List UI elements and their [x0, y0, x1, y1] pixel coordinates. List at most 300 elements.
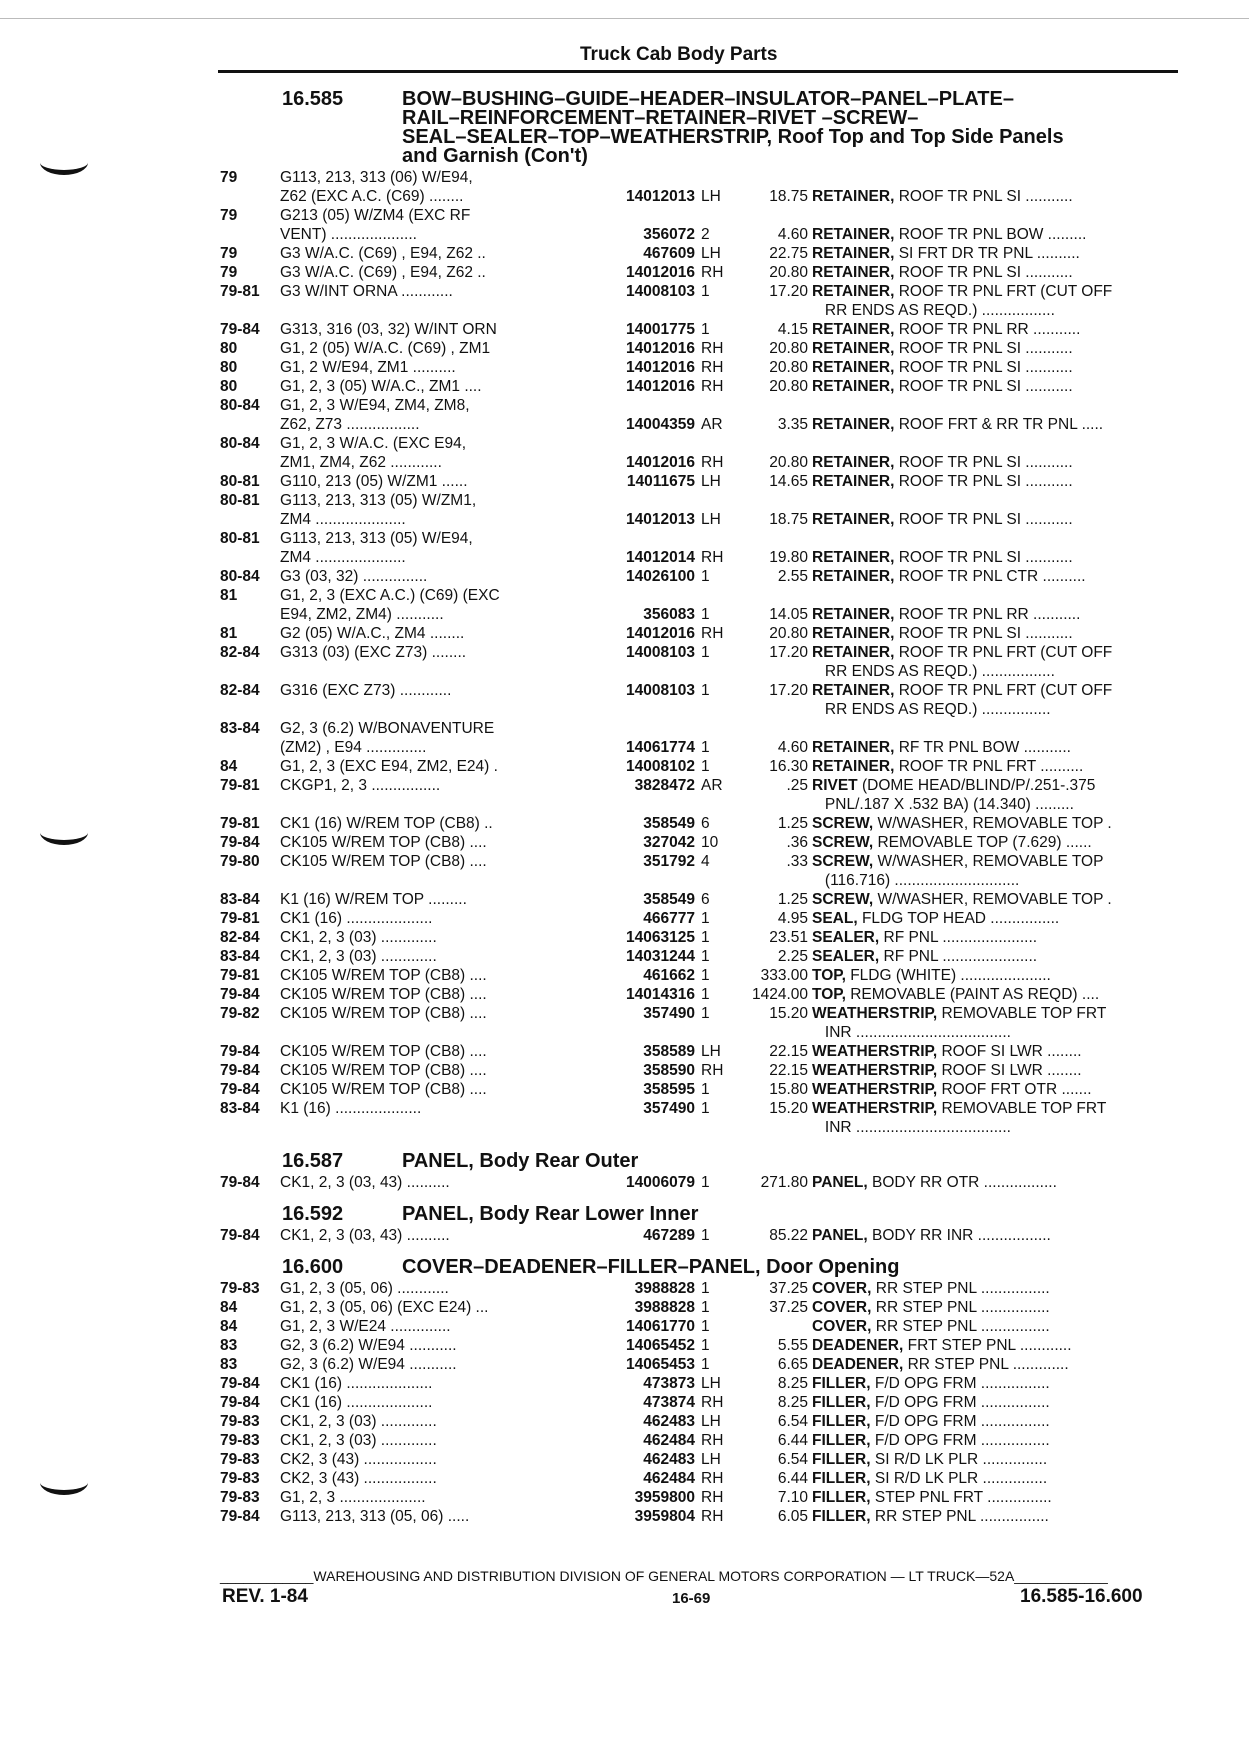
table-row — [220, 1226, 1180, 1245]
part-detail: BODY RR OTR ................. — [867, 1174, 1057, 1191]
application: G3 W/A.C. (C69) , E94, Z62 .. — [280, 264, 486, 281]
application: VENT) .................... — [280, 226, 417, 243]
model-year: 79-83 — [220, 1489, 260, 1506]
part-number: 14012016 — [626, 625, 695, 642]
part-number: 467609 — [643, 245, 695, 262]
part-number: 14001775 — [626, 321, 695, 338]
table-row — [220, 301, 1180, 320]
part-number: 14065452 — [626, 1337, 695, 1354]
model-year: 83 — [220, 1356, 238, 1373]
model-year: 79-81 — [220, 967, 260, 984]
part-detail: ROOF TR PNL RR ........... — [894, 321, 1081, 338]
part-number: 461662 — [643, 967, 695, 984]
quantity: 1 — [701, 739, 710, 756]
quantity: RH — [701, 1394, 724, 1411]
part-noun: RETAINER, — [812, 321, 895, 338]
application: Z62, Z73 ................. — [280, 416, 420, 433]
part-noun: COVER, — [812, 1318, 872, 1335]
application: CK105 W/REM TOP (CB8) .... — [280, 1081, 487, 1098]
part-description — [812, 1412, 1182, 1431]
quantity: RH — [701, 1489, 724, 1506]
quantity: 1 — [701, 910, 710, 927]
table-row — [220, 187, 1180, 206]
table-row — [220, 1061, 1180, 1080]
quantity: 1 — [701, 1005, 710, 1022]
part-description — [812, 776, 1182, 795]
part-detail: (DOME HEAD/BLIND/P/.251-.375 — [857, 777, 1096, 794]
part-description — [812, 377, 1182, 396]
part-noun: RETAINER, — [812, 188, 895, 205]
section-rows — [220, 1173, 1180, 1192]
part-detail: SI R/D LK PLR ............... — [870, 1470, 1048, 1487]
price: 85.22 — [769, 1227, 808, 1244]
part-description — [812, 1355, 1182, 1374]
part-detail: REMOVABLE (PAINT AS REQD) .... — [845, 986, 1100, 1003]
part-detail: REMOVABLE TOP (7.629) ...... — [873, 834, 1092, 851]
application: ZM1, ZM4, Z62 ............ — [280, 454, 442, 471]
part-description — [812, 1226, 1182, 1245]
price: 37.25 — [769, 1280, 808, 1297]
application: G1, 2 W/E94, ZM1 .......... — [280, 359, 456, 376]
part-detail: F/D OPG FRM ................ — [870, 1432, 1050, 1449]
part-noun: SEALER, — [812, 929, 880, 946]
part-description — [812, 358, 1182, 377]
application: K1 (16) .................... — [280, 1100, 422, 1117]
part-description — [812, 1099, 1182, 1118]
table-row — [220, 1279, 1180, 1298]
part-noun: RETAINER, — [812, 682, 895, 699]
model-year: 79-84 — [220, 1394, 260, 1411]
model-year: 80 — [220, 359, 238, 376]
model-year: 79-84 — [220, 1227, 260, 1244]
model-year: 83-84 — [220, 1100, 260, 1117]
price: 1424.00 — [751, 986, 808, 1003]
application: CK1, 2, 3 (03) ............. — [280, 1432, 437, 1449]
part-detail: ROOF TR PNL SI ........... — [894, 264, 1073, 281]
part-detail: ROOF TR PNL CTR .......... — [894, 568, 1086, 585]
part-number: 14061774 — [626, 739, 695, 756]
model-year: 83-84 — [220, 891, 260, 908]
part-detail: SI FRT DR TR PNL .......... — [894, 245, 1080, 262]
part-number: 14012014 — [626, 549, 695, 566]
table-row — [220, 1004, 1180, 1023]
model-year: 79-82 — [220, 1005, 260, 1022]
quantity: RH — [701, 454, 724, 471]
model-year: 79 — [220, 245, 238, 262]
part-detail: RR STEP PNL ................ — [871, 1299, 1050, 1316]
footer-division-line: ____________WAREHOUSING AND DISTRIBUTION DIVISION OF GENERAL MOTORS CORPORATION — LT TRUCK—52A____________ — [220, 1568, 1108, 1584]
part-noun: COVER, — [812, 1299, 872, 1316]
part-number: 327042 — [643, 834, 695, 851]
table-row — [220, 738, 1180, 757]
part-description — [812, 947, 1182, 966]
part-description — [812, 1173, 1182, 1192]
part-number: 14008103 — [626, 682, 695, 699]
price: 23.51 — [769, 929, 808, 946]
part-detail: RF PNL ...................... — [879, 929, 1038, 946]
part-detail: ROOF TR PNL SI ........... — [894, 511, 1073, 528]
price: 1.25 — [777, 815, 808, 832]
price: 20.80 — [769, 264, 808, 281]
table-row — [220, 263, 1180, 282]
price: 6.44 — [777, 1470, 808, 1487]
part-noun: PANEL, — [812, 1174, 868, 1191]
table-row — [220, 529, 1180, 548]
application: G1, 2, 3 W/A.C. (EXC E94, — [280, 435, 467, 452]
part-number: 14063125 — [626, 929, 695, 946]
model-year: 79-84 — [220, 1043, 260, 1060]
model-year: 82-84 — [220, 644, 260, 661]
quantity: LH — [701, 511, 721, 528]
part-noun: FILLER, — [812, 1470, 871, 1487]
binder-hole-mark — [40, 1470, 88, 1495]
part-description — [812, 1317, 1182, 1336]
quantity: LH — [701, 188, 721, 205]
part-number: 358589 — [643, 1043, 695, 1060]
page-header-title: Truck Cab Body Parts — [580, 44, 778, 65]
quantity: RH — [701, 1062, 724, 1079]
part-noun: SEALER, — [812, 948, 880, 965]
application: CK105 W/REM TOP (CB8) .... — [280, 1062, 487, 1079]
part-number: 14012016 — [626, 454, 695, 471]
model-year: 80 — [220, 340, 238, 357]
part-description — [812, 966, 1182, 985]
part-detail: ROOF FRT OTR ....... — [937, 1081, 1092, 1098]
model-year: 83-84 — [220, 948, 260, 965]
part-description — [812, 833, 1182, 852]
table-row — [220, 833, 1180, 852]
part-description — [812, 415, 1182, 434]
table-row — [220, 1393, 1180, 1412]
section-title-line: COVER–DEADENER–FILLER–PANEL, Door Opening — [402, 1256, 900, 1278]
part-noun: RETAINER, — [812, 511, 895, 528]
part-noun: RETAINER, — [812, 359, 895, 376]
price: 6.65 — [777, 1356, 808, 1373]
table-row — [220, 1173, 1180, 1192]
part-description — [812, 225, 1182, 244]
part-description — [812, 1374, 1182, 1393]
model-year: 79 — [220, 169, 238, 186]
application: G2, 3 (6.2) W/BONAVENTURE — [280, 720, 495, 737]
table-row — [220, 852, 1180, 871]
model-year: 79-81 — [220, 815, 260, 832]
price: 1.25 — [777, 891, 808, 908]
price: 4.60 — [777, 739, 808, 756]
price: 22.75 — [769, 245, 808, 262]
price: 8.25 — [777, 1375, 808, 1392]
part-number: 14008103 — [626, 283, 695, 300]
part-description — [812, 605, 1182, 624]
quantity: 1 — [701, 682, 710, 699]
part-number: 14031244 — [626, 948, 695, 965]
price: 17.20 — [769, 682, 808, 699]
table-row — [220, 1042, 1180, 1061]
quantity: 1 — [701, 1299, 710, 1316]
model-year: 80-81 — [220, 492, 260, 509]
part-number: 466777 — [643, 910, 695, 927]
application: G113, 213, 313 (06) W/E94, — [280, 169, 473, 186]
table-row — [220, 1412, 1180, 1431]
price: 15.20 — [769, 1100, 808, 1117]
application: Z62 (EXC A.C. (C69) ........ — [280, 188, 464, 205]
price: 14.05 — [769, 606, 808, 623]
price: 8.25 — [777, 1394, 808, 1411]
table-row — [220, 928, 1180, 947]
quantity: LH — [701, 1451, 721, 1468]
part-detail: (116.716) ............................. — [812, 872, 1020, 889]
price: 20.80 — [769, 454, 808, 471]
part-noun: WEATHERSTRIP, — [812, 1100, 938, 1117]
table-row — [220, 1488, 1180, 1507]
quantity: 1 — [701, 1100, 710, 1117]
part-number: 14026100 — [626, 568, 695, 585]
table-row — [220, 662, 1180, 681]
part-detail: F/D OPG FRM ................ — [870, 1394, 1050, 1411]
quantity: 6 — [701, 891, 710, 908]
part-number: 3988828 — [634, 1280, 695, 1297]
part-detail: W/WASHER, REMOVABLE TOP . — [873, 891, 1112, 908]
part-noun: FILLER, — [812, 1508, 871, 1525]
price: 7.10 — [777, 1489, 808, 1506]
part-noun: RETAINER, — [812, 739, 895, 756]
part-noun: FILLER, — [812, 1413, 871, 1430]
part-detail: ROOF TR PNL BOW ......... — [894, 226, 1087, 243]
table-row — [220, 947, 1180, 966]
part-detail: RR STEP PNL ............. — [903, 1356, 1069, 1373]
model-year: 79-84 — [220, 1081, 260, 1098]
part-description — [812, 624, 1182, 643]
part-detail: PNL/.187 X .532 BA) (14.340) ......... — [812, 796, 1074, 813]
header-rule — [218, 70, 1178, 73]
application: CK105 W/REM TOP (CB8) .... — [280, 1043, 487, 1060]
quantity: 1 — [701, 1318, 710, 1335]
part-noun: RETAINER, — [812, 644, 895, 661]
application: CKGP1, 2, 3 ................ — [280, 777, 441, 794]
application: K1 (16) W/REM TOP ......... — [280, 891, 467, 908]
table-row — [220, 453, 1180, 472]
model-year: 79-83 — [220, 1413, 260, 1430]
part-number: 14061770 — [626, 1318, 695, 1335]
table-row — [220, 1450, 1180, 1469]
model-year: 79-81 — [220, 283, 260, 300]
part-description — [812, 263, 1182, 282]
price: 16.30 — [769, 758, 808, 775]
part-detail: BODY RR INR ................. — [867, 1227, 1051, 1244]
part-number: 473874 — [643, 1394, 695, 1411]
price: 4.60 — [777, 226, 808, 243]
part-detail: F/D OPG FRM ................ — [870, 1413, 1050, 1430]
part-detail: ROOF TR PNL FRT (CUT OFF — [894, 682, 1113, 699]
table-row — [220, 871, 1180, 890]
price: 20.80 — [769, 340, 808, 357]
application: CK1 (16) .................... — [280, 910, 433, 927]
quantity: RH — [701, 359, 724, 376]
application: G316 (EXC Z73) ............ — [280, 682, 452, 699]
price: 19.80 — [769, 549, 808, 566]
quantity: 1 — [701, 568, 710, 585]
table-row — [220, 1507, 1180, 1526]
price: 14.65 — [769, 473, 808, 490]
quantity: RH — [701, 1508, 724, 1525]
part-noun: SCREW, — [812, 815, 874, 832]
part-detail: W/WASHER, REMOVABLE TOP — [873, 853, 1104, 870]
part-description — [812, 928, 1182, 947]
part-detail: RR STEP PNL ................ — [870, 1508, 1049, 1525]
quantity: RH — [701, 264, 724, 281]
quantity: LH — [701, 1375, 721, 1392]
application: E94, ZM2, ZM4) ........... — [280, 606, 444, 623]
part-detail: FLDG (WHITE) ..................... — [845, 967, 1051, 984]
part-detail: ROOF TR PNL SI ........... — [894, 625, 1073, 642]
quantity: LH — [701, 1413, 721, 1430]
part-noun: RETAINER, — [812, 454, 895, 471]
part-description — [812, 320, 1182, 339]
application: G2 (05) W/A.C., ZM4 ........ — [280, 625, 465, 642]
quantity: 1 — [701, 929, 710, 946]
price: 20.80 — [769, 625, 808, 642]
table-row — [220, 605, 1180, 624]
application: G313, 316 (03, 32) W/INT ORN — [280, 321, 497, 338]
table-row — [220, 643, 1180, 662]
model-year: 84 — [220, 758, 238, 775]
part-noun: FILLER, — [812, 1489, 871, 1506]
part-noun: RETAINER, — [812, 758, 895, 775]
table-row — [220, 1099, 1180, 1118]
table-row — [220, 282, 1180, 301]
model-year: 79-84 — [220, 986, 260, 1003]
table-row — [220, 1023, 1180, 1042]
table-row — [220, 339, 1180, 358]
part-number: 356072 — [643, 226, 695, 243]
price: .36 — [786, 834, 808, 851]
price: 20.80 — [769, 378, 808, 395]
part-number: 462483 — [643, 1451, 695, 1468]
model-year: 79-83 — [220, 1451, 260, 1468]
table-row — [220, 814, 1180, 833]
footer-page-number: 16-69 — [672, 1590, 711, 1607]
part-noun: RETAINER, — [812, 283, 895, 300]
part-detail: INR .................................... — [812, 1024, 1011, 1041]
part-detail: INR .................................... — [812, 1119, 1011, 1136]
part-noun: WEATHERSTRIP, — [812, 1005, 938, 1022]
part-noun: TOP, — [812, 986, 846, 1003]
part-detail: ROOF TR PNL SI ........... — [894, 359, 1073, 376]
table-row — [220, 415, 1180, 434]
quantity: LH — [701, 1043, 721, 1060]
part-number: 357490 — [643, 1005, 695, 1022]
part-description — [812, 1298, 1182, 1317]
model-year: 79-84 — [220, 1508, 260, 1525]
table-row — [220, 985, 1180, 1004]
part-description — [812, 548, 1182, 567]
quantity: 1 — [701, 1081, 710, 1098]
quantity: RH — [701, 1470, 724, 1487]
part-noun: RETAINER, — [812, 226, 895, 243]
quantity: 1 — [701, 967, 710, 984]
part-number: 14012016 — [626, 264, 695, 281]
application: G1, 2, 3 (05, 06) ............ — [280, 1280, 449, 1297]
model-year: 82-84 — [220, 929, 260, 946]
part-detail: RR STEP PNL ................ — [871, 1318, 1050, 1335]
model-year: 79-84 — [220, 321, 260, 338]
part-noun: RETAINER, — [812, 245, 895, 262]
part-number: 351792 — [643, 853, 695, 870]
part-description — [812, 1118, 1182, 1137]
part-description — [812, 1469, 1182, 1488]
quantity: 1 — [701, 1280, 710, 1297]
part-description — [812, 282, 1182, 301]
table-row — [220, 795, 1180, 814]
table-row — [220, 1317, 1180, 1336]
table-row — [220, 377, 1180, 396]
part-noun: FILLER, — [812, 1375, 871, 1392]
part-description — [812, 700, 1182, 719]
quantity: RH — [701, 378, 724, 395]
part-description — [812, 453, 1182, 472]
application: G1, 2, 3 (05, 06) (EXC E24) ... — [280, 1299, 489, 1316]
part-noun: FILLER, — [812, 1394, 871, 1411]
application: CK1 (16) .................... — [280, 1375, 433, 1392]
price: 37.25 — [769, 1299, 808, 1316]
quantity: AR — [701, 416, 723, 433]
part-detail: ROOF SI LWR ........ — [937, 1043, 1082, 1060]
table-row — [220, 681, 1180, 700]
price: 5.55 — [777, 1337, 808, 1354]
part-description — [812, 1080, 1182, 1099]
part-description — [812, 871, 1182, 890]
part-number: 14008103 — [626, 644, 695, 661]
part-number: 14012016 — [626, 378, 695, 395]
quantity: 1 — [701, 948, 710, 965]
part-noun: SCREW, — [812, 891, 874, 908]
table-row — [220, 567, 1180, 586]
application: G1, 2, 3 W/E24 .............. — [280, 1318, 451, 1335]
quantity: 6 — [701, 815, 710, 832]
part-noun: TOP, — [812, 967, 846, 984]
part-number: 462483 — [643, 1413, 695, 1430]
part-number: 3828472 — [634, 777, 695, 794]
quantity: 4 — [701, 853, 710, 870]
application: G3 W/A.C. (C69) , E94, Z62 .. — [280, 245, 486, 262]
quantity: RH — [701, 625, 724, 642]
part-number: 358595 — [643, 1081, 695, 1098]
quantity: 1 — [701, 644, 710, 661]
part-number: 462484 — [643, 1432, 695, 1449]
price: 15.80 — [769, 1081, 808, 1098]
part-number: 473873 — [643, 1375, 695, 1392]
price: 271.80 — [760, 1174, 808, 1191]
part-detail: FLDG TOP HEAD ................ — [857, 910, 1060, 927]
quantity: RH — [701, 340, 724, 357]
model-year: 84 — [220, 1318, 238, 1335]
part-description — [812, 1061, 1182, 1080]
application: CK105 W/REM TOP (CB8) .... — [280, 967, 487, 984]
table-row — [220, 966, 1180, 985]
part-noun: RIVET — [812, 777, 858, 794]
price: 2.55 — [777, 568, 808, 585]
section-number: 16.600 — [282, 1256, 344, 1278]
part-detail: ROOF TR PNL RR ........... — [894, 606, 1081, 623]
table-row — [220, 776, 1180, 795]
table-row — [220, 1431, 1180, 1450]
table-row — [220, 320, 1180, 339]
part-description — [812, 1488, 1182, 1507]
part-noun: WEATHERSTRIP, — [812, 1081, 938, 1098]
application: CK1, 2, 3 (03) ............. — [280, 929, 437, 946]
part-detail: RR ENDS AS REQD.) ................ — [812, 701, 1051, 718]
application: G1, 2, 3 (05) W/A.C., ZM1 .... — [280, 378, 482, 395]
application: G3 (03, 32) ............... — [280, 568, 428, 585]
